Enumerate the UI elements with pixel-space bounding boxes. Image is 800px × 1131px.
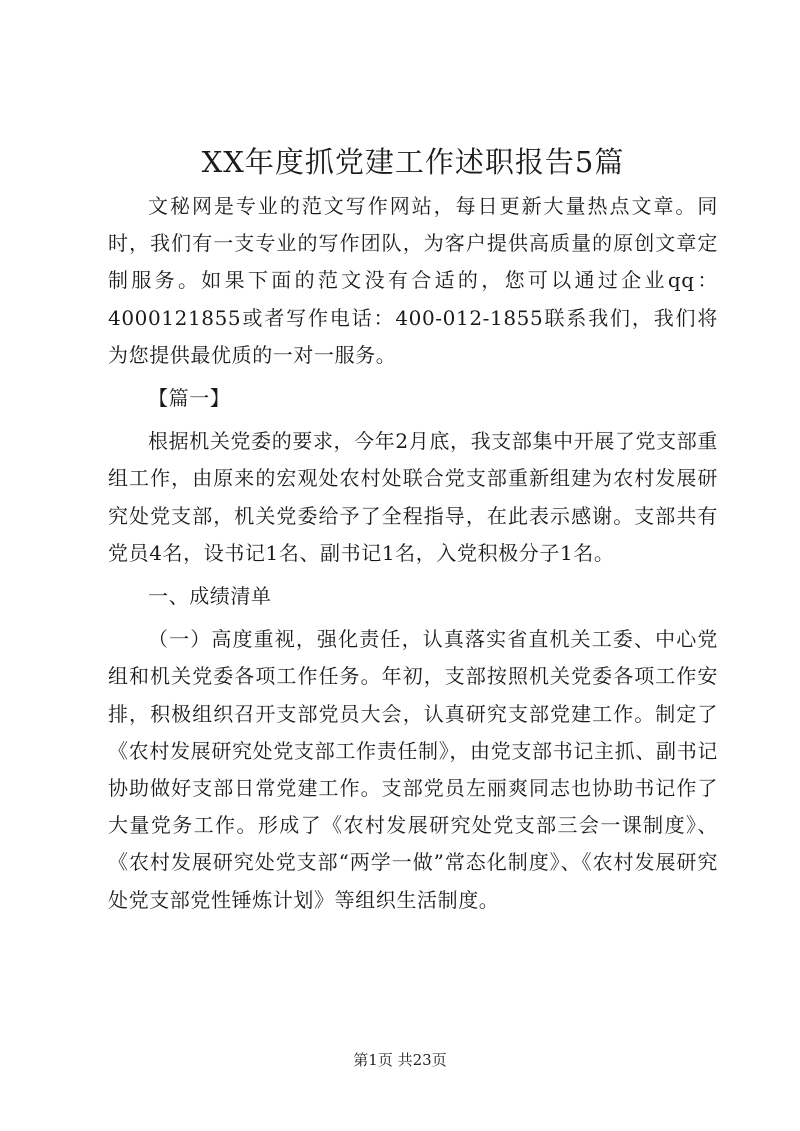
paragraph-1: 根据机关党委的要求，今年2月底，我支部集中开展了党支部重组工作，由原来的宏观处农村处联合党支部重新组建为农村发展研究处党支部，机关党委给予了全程指导，在此表示感谢。支部共有党员4名，设书记1名、副书记1名，入党积极分子1名。 [108, 429, 718, 565]
intro-paragraph: 文秘网是专业的范文写作网站，每日更新大量热点文章。同时，我们有一支专业的写作团队，为客户提供高质量的原创文章定制服务。如果下面的范文没有合适的，您可以通过企业qq：4000121855或者写作电话：400-012-1855联系我们，我们将为您提供最优质的一对一服务。 [108, 194, 718, 367]
page-footer: 第1页 共23页 [353, 1051, 447, 1069]
section-label: 【篇一】 [148, 386, 231, 411]
subheading-achievements: 一、成绩清单 [148, 584, 272, 609]
document-title: XX年度抓党建工作述职报告5篇 [201, 145, 625, 179]
document-body [108, 140, 718, 919]
paragraph-2: （一）高度重视，强化责任，认真落实省直机关工委、中心党组和机关党委各项工作任务。年初，支部按照机关党委各项工作安排，积极组织召开支部党员大会，认真研究支部党建工作。制定了《农村发展研究处党支部工作责任制》，由党支部书记主抓、副书记协助做好支部日常党建工作。支部党员左丽爽同志也协助书记作了大量党务工作。形成了《农村发展研究处党支部三会一课制度》、《农村发展研究处党支部“两学一做”常态化制度》、《农村发展研究处党支部党性锤炼计划》等组织生活制度。 [108, 627, 718, 912]
